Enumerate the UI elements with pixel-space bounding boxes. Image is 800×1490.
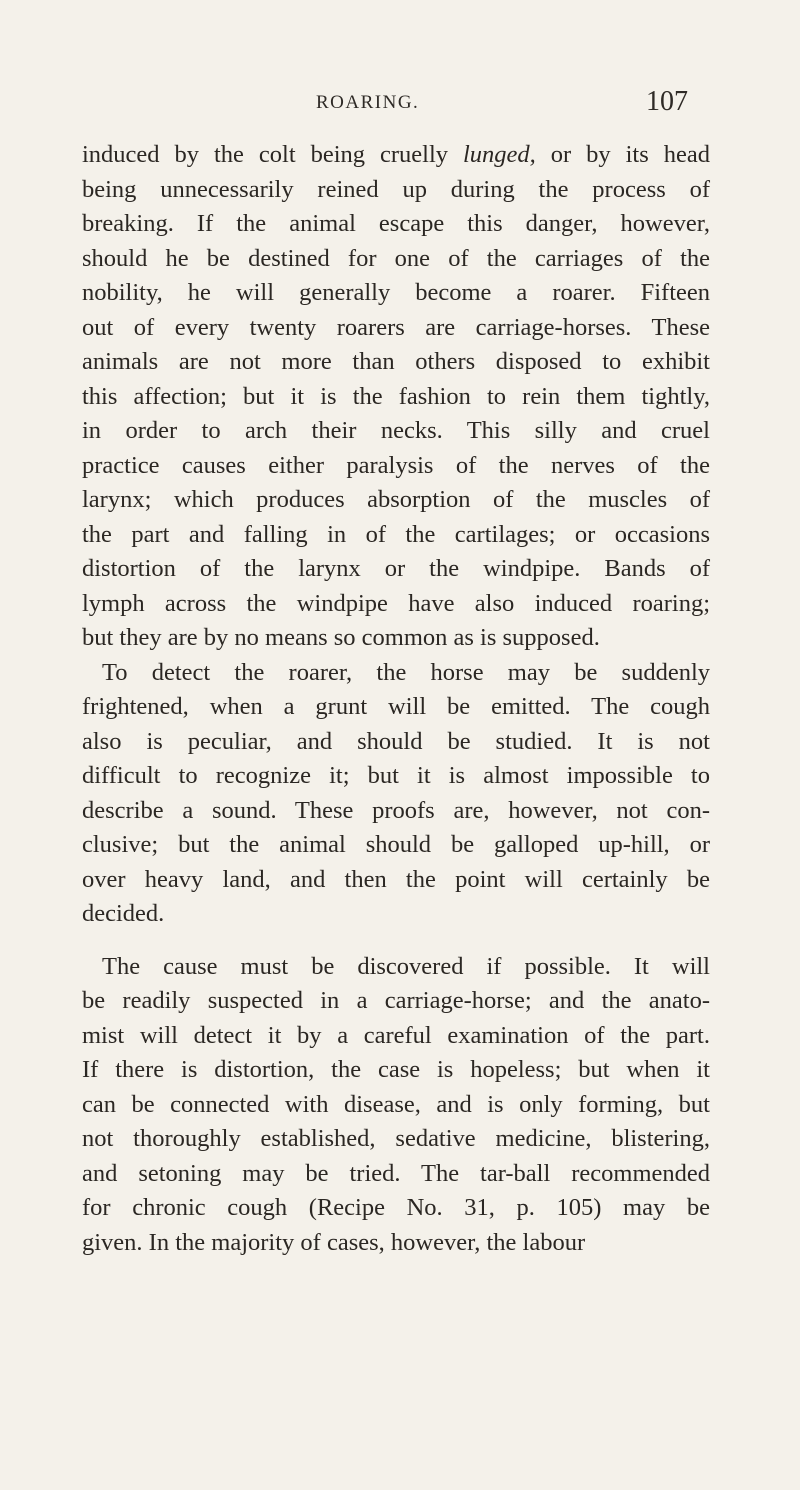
paragraph [82,138,710,656]
paragraph [82,950,710,1261]
text-line: in order to arch their necks. This silly and cruel [82,417,710,444]
text-line: can be connected with disease, and is only forming, but [82,1090,710,1118]
text-line: should he be destined for one of the carriages of the [82,244,710,272]
text-line: nobility, he will generally become a roarer. Fifteen [82,279,710,306]
text-line: The cause must be discovered if possible. It will [102,952,710,980]
line-text: or by its head [535,141,710,168]
text-line: this affection; but it is the fashion to rein them tightly, [82,382,710,410]
text-line: also is peculiar, and should be studied. It is not [82,727,710,755]
text-line: larynx; which produces absorption of the muscles of [82,486,710,513]
italic-word: lunged, [463,141,536,168]
line-text: induced by the colt being cruelly [82,141,463,168]
text-line: animals are not more than others disposed to exhibit [82,348,710,375]
text-line: the part and falling in of the cartilages; or occasions [82,520,710,548]
text-line: decided. [82,900,165,927]
running-head [0,86,800,116]
text-line: distortion of the larynx or the windpipe. Bands of [82,555,710,582]
text-line [82,138,710,173]
text-line: be readily suspected in a carriage-horse; and the anato- [82,987,710,1014]
text-line: but they are by no means so common as is supposed. [82,624,600,651]
text-line: If there is distortion, the case is hopeless; but when it [82,1056,710,1083]
paragraph-gap [82,932,710,950]
text-line: being unnecessarily reined up during the process of [82,175,710,203]
text-line: clusive; but the animal should be galloped up-hill, or [82,831,710,858]
text-line: breaking. If the animal escape this danger, however, [82,210,710,237]
text-line: and setoning may be tried. The tar-ball recommended [82,1159,710,1187]
text-line: practice causes either paralysis of the nerves of the [82,451,710,479]
text-line: given. In the majority of cases, however, the labour [82,1228,586,1256]
text-line: out of every twenty roarers are carriage-horses. These [82,313,710,341]
page-number: 107 [646,86,688,117]
body-text [82,138,710,1260]
paragraph [82,656,710,932]
text-line: lymph across the windpipe have also induced roaring; [82,589,710,617]
text-line: difficult to recognize it; but it is almost impossible to [82,762,710,789]
text-line: for chronic cough (Recipe No. 31, p. 105) may be [82,1194,710,1221]
text-line: not thoroughly established, sedative medicine, blistering, [82,1125,710,1152]
text-line: describe a sound. These proofs are, however, not con- [82,796,710,824]
text-line: frightened, when a grunt will be emitted. The cough [82,693,710,720]
text-line: To detect the roarer, the horse may be suddenly [102,658,710,686]
text-line: mist will detect it by a careful examination of the part. [82,1021,710,1049]
running-title: ROARING. [316,92,420,113]
text-line: over heavy land, and then the point will certainly be [82,865,710,893]
